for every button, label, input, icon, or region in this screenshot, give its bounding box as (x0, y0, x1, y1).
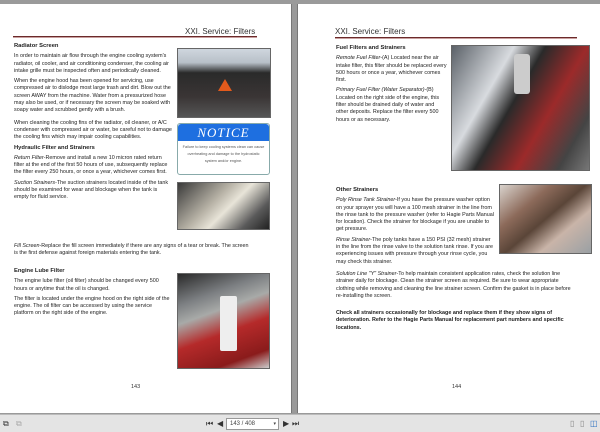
page-field-value: 143 / 408 (230, 421, 256, 427)
engine-fuel-filter-photo (451, 45, 590, 171)
page-number-input[interactable] (226, 418, 279, 430)
chevron-down-icon[interactable]: ▾ (273, 421, 276, 427)
hydraulic-heading: Hydraulic Filter and Strainers (14, 144, 95, 151)
paragraph: When cleaning the cooling fins of the radiator, oil cleaner, or A/C condenser with compressed air or water, be careful not to damage the cooling fins which may impair cooling capabilities. (14, 119, 172, 141)
paragraph (336, 55, 448, 84)
thumbnails-icon[interactable]: ⧉ (3, 419, 9, 428)
viewer-toolbar (0, 414, 600, 432)
label: Poly Rinse Tank Strainer (336, 197, 396, 204)
text: -The suction strainers located inside of the tank should be examined for wear and blockage when the tank is empty for fluid service. (14, 179, 169, 201)
paragraph: The filter is located under the engine hood on the right side of the engine. The oil filter can be accessed by using the service platform on the right side of the engine. (14, 295, 170, 317)
title-rule (13, 36, 257, 38)
other-text (336, 187, 494, 269)
fill-screen-text (14, 243, 249, 261)
engine-text (14, 268, 172, 321)
label: Suction Strainers (14, 179, 56, 186)
text: -The poly tanks have a 150 PSI (32 mesh) strainer in the line from the rinse valve to the solution tank rinse. If you are experiencing issues with pressure through your rinse cycle, you may check this strainer. (336, 236, 494, 265)
notice-box (177, 123, 270, 175)
fuel-heading: Fuel Filters and Strainers (336, 45, 406, 51)
prev-page-button[interactable]: ◀ (217, 419, 224, 428)
paragraph: The engine lube filter (oil filter) should be changed every 500 hours or anytime that the oil is changed. (14, 278, 159, 292)
label: Remote Fuel Filter (336, 55, 381, 62)
two-page-icon[interactable]: ◫ (590, 419, 598, 428)
paragraph (336, 237, 494, 266)
warning-text: Check all strainers occasionally for blockage and replace them if they show signs of deterioration. Refer to the Hagie Parts Manual for replacement part numbers and specific locations. (336, 310, 564, 331)
engine-heading: Engine Lube Filter (14, 268, 65, 274)
page-title: XXI. Service: Filters (185, 27, 256, 36)
page-title: XXI. Service: Filters (335, 27, 406, 36)
fit-page-icon[interactable]: ⧉ (16, 419, 22, 428)
single-page-icon[interactable]: ▯ (570, 419, 575, 428)
text: -Replace the fill screen immediately if there are any signs of a tear or break. The screen is the first defense against foreign materials entering the tank. (14, 243, 249, 257)
paragraph (336, 87, 448, 123)
label: Fill Screen (14, 243, 40, 249)
page-number: 144 (452, 384, 462, 390)
label: Rinse Strainer (336, 236, 371, 243)
paragraph (14, 180, 172, 202)
paragraph (336, 197, 494, 233)
rinse-strainer-photo (499, 184, 592, 254)
paragraph (14, 155, 172, 177)
notice-text: Failure to keep cooling systems clean can cause overheating and damage to the hydrostatic system and/or engine. (182, 145, 265, 163)
left-page (0, 4, 292, 413)
sprayer-rear-photo (177, 48, 271, 118)
paragraph (14, 243, 249, 258)
paragraph (336, 271, 576, 300)
radiator-heading: Radiator Screen (14, 43, 59, 49)
text: -(B) Located on the right side of the engine, this filter should be drained daily of water and other deposits. Replace the filter every 500 hours or as necessary. (336, 87, 440, 123)
continuous-icon[interactable]: ▯ (580, 419, 585, 428)
right-page (297, 4, 600, 413)
next-page-button[interactable]: ▶ (283, 419, 290, 428)
paragraph: When the engine hood has been opened for servicing, use compressed air to dislodge most large trash and dirt. Blow out the screen AWAY from the machine. Water from a pressurized hose may also be used, or if necessary the screen may be soaked with soapy water and scrubbed gently with a brush. (14, 78, 171, 114)
label: Solution Line "Y" Strainer (336, 271, 397, 277)
left-text-top (14, 43, 172, 205)
text: -If you have the pressure washer option on your sprayer you will have a 100 mesh strainer in the line from the rinse tank to the pressure washer (refer to Hagie Parts Manual for location). Check the strainer for blockage if you are unable to get pressure. (336, 197, 494, 233)
text: -(A) Located near the air intake filter, this filter should be replaced every 500 hours or once a year, whichever comes first. (336, 55, 447, 84)
label: Primary Fuel Filter (Water Separator) (336, 87, 425, 94)
hydraulic-filter-photo (177, 182, 270, 230)
oil-filter-photo (177, 273, 270, 369)
last-page-button[interactable]: ⏭ (292, 419, 300, 428)
text: -To help maintain consistent application rates, check the solution line strainer daily for blockage. Clean the strainer screen as required. Be sure to wear appropriate clothing while removing and cleaning the line strainer screen. Confirm the gasket is in place before re-installing the screen. (336, 271, 571, 299)
notice-title: NOTICE (178, 124, 269, 141)
page-number: 143 (131, 384, 141, 390)
first-page-button[interactable]: ⏮ (206, 419, 214, 428)
label: Return Filter (14, 154, 44, 161)
fuel-text (336, 45, 448, 127)
paragraph: In order to maintain air flow through the engine cooling system's radiator, oil cooler, and air conditioning condenser, the cooling air intake grille must be inspected often and periodically cleaned. (14, 53, 169, 74)
solution-text (336, 271, 576, 335)
other-heading: Other Strainers (336, 187, 379, 193)
text: -Remove and install a new 10 micron rated return filter at the end of the first 50 hours of use, subsequently replace the filter every 250 hours, or once a year, whichever comes first. (14, 154, 168, 176)
title-rule (335, 37, 577, 39)
